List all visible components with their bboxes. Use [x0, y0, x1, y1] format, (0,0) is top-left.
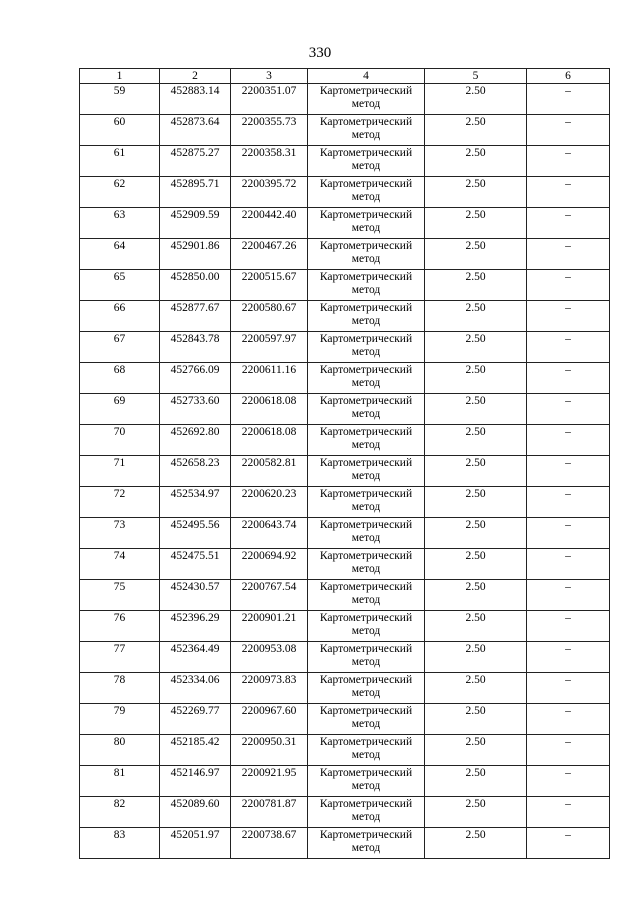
point-number-cell: 76 [80, 611, 160, 642]
method-line-1: Картометрический [319, 767, 413, 779]
method-line-1: Картометрический [319, 550, 413, 562]
column-header-5: 5 [425, 69, 527, 84]
point-number-cell: 78 [80, 673, 160, 704]
accuracy-cell: 2.50 [425, 239, 527, 270]
column-header-4: 4 [308, 69, 425, 84]
method-line-2: метод [351, 594, 381, 606]
x-coordinate-cell: 452185.42 [160, 735, 231, 766]
accuracy-cell: 2.50 [425, 456, 527, 487]
method-cell [308, 425, 425, 456]
method-cell [308, 239, 425, 270]
method-cell [308, 301, 425, 332]
table-row [80, 580, 610, 611]
accuracy-cell: 2.50 [425, 146, 527, 177]
point-number-cell: 65 [80, 270, 160, 301]
method-cell [308, 332, 425, 363]
table-row [80, 208, 610, 239]
method-line-1: Картометрический [319, 364, 413, 376]
method-line-2: метод [351, 408, 381, 420]
method-line-1: Картометрический [319, 457, 413, 469]
x-coordinate-cell: 452146.97 [160, 766, 231, 797]
note-cell: – [527, 84, 610, 115]
y-coordinate-cell: 2200973.83 [231, 673, 308, 704]
point-number-cell: 71 [80, 456, 160, 487]
y-coordinate-cell: 2200611.16 [231, 363, 308, 394]
x-coordinate-cell: 452334.06 [160, 673, 231, 704]
method-line-2: метод [351, 687, 381, 699]
method-line-1: Картометрический [319, 333, 413, 345]
x-coordinate-cell: 452883.14 [160, 84, 231, 115]
note-cell: – [527, 301, 610, 332]
x-coordinate-cell: 452901.86 [160, 239, 231, 270]
point-number-cell: 62 [80, 177, 160, 208]
note-cell: – [527, 704, 610, 735]
method-cell [308, 518, 425, 549]
point-number-cell: 83 [80, 828, 160, 859]
table-row [80, 84, 610, 115]
accuracy-cell: 2.50 [425, 549, 527, 580]
accuracy-cell: 2.50 [425, 487, 527, 518]
table-row [80, 611, 610, 642]
point-number-cell: 70 [80, 425, 160, 456]
note-cell: – [527, 425, 610, 456]
accuracy-cell: 2.50 [425, 673, 527, 704]
method-line-2: метод [351, 439, 381, 451]
method-line-1: Картометрический [319, 116, 413, 128]
method-line-1: Картометрический [319, 395, 413, 407]
x-coordinate-cell: 452766.09 [160, 363, 231, 394]
method-line-1: Картометрический [319, 829, 413, 841]
y-coordinate-cell: 2200781.87 [231, 797, 308, 828]
method-line-2: метод [351, 811, 381, 823]
y-coordinate-cell: 2200395.72 [231, 177, 308, 208]
table-row [80, 456, 610, 487]
method-cell [308, 704, 425, 735]
x-coordinate-cell: 452396.29 [160, 611, 231, 642]
method-line-2: метод [351, 98, 381, 110]
accuracy-cell: 2.50 [425, 611, 527, 642]
x-coordinate-cell: 452430.57 [160, 580, 231, 611]
accuracy-cell: 2.50 [425, 84, 527, 115]
point-number-cell: 67 [80, 332, 160, 363]
method-line-1: Картометрический [319, 271, 413, 283]
note-cell: – [527, 239, 610, 270]
method-cell [308, 735, 425, 766]
column-header-6: 6 [527, 69, 610, 84]
y-coordinate-cell: 2200618.08 [231, 425, 308, 456]
accuracy-cell: 2.50 [425, 270, 527, 301]
note-cell: – [527, 394, 610, 425]
point-number-cell: 63 [80, 208, 160, 239]
table-row [80, 177, 610, 208]
note-cell: – [527, 673, 610, 704]
column-header-2: 2 [160, 69, 231, 84]
method-line-1: Картометрический [319, 147, 413, 159]
accuracy-cell: 2.50 [425, 797, 527, 828]
note-cell: – [527, 487, 610, 518]
point-number-cell: 82 [80, 797, 160, 828]
x-coordinate-cell: 452475.51 [160, 549, 231, 580]
y-coordinate-cell: 2200950.31 [231, 735, 308, 766]
table-row [80, 735, 610, 766]
note-cell: – [527, 580, 610, 611]
column-header-3: 3 [231, 69, 308, 84]
method-cell [308, 611, 425, 642]
method-line-2: метод [351, 377, 381, 389]
note-cell: – [527, 146, 610, 177]
table-row [80, 766, 610, 797]
x-coordinate-cell: 452089.60 [160, 797, 231, 828]
point-number-cell: 60 [80, 115, 160, 146]
method-line-2: метод [351, 315, 381, 327]
y-coordinate-cell: 2200738.67 [231, 828, 308, 859]
method-cell [308, 177, 425, 208]
note-cell: – [527, 766, 610, 797]
method-line-2: метод [351, 129, 381, 141]
method-line-2: метод [351, 656, 381, 668]
x-coordinate-cell: 452534.97 [160, 487, 231, 518]
x-coordinate-cell: 452495.56 [160, 518, 231, 549]
table-row [80, 549, 610, 580]
method-cell [308, 208, 425, 239]
accuracy-cell: 2.50 [425, 580, 527, 611]
point-number-cell: 66 [80, 301, 160, 332]
point-number-cell: 64 [80, 239, 160, 270]
method-cell [308, 115, 425, 146]
x-coordinate-cell: 452875.27 [160, 146, 231, 177]
method-line-2: метод [351, 222, 381, 234]
accuracy-cell: 2.50 [425, 332, 527, 363]
y-coordinate-cell: 2200351.07 [231, 84, 308, 115]
method-line-2: метод [351, 470, 381, 482]
x-coordinate-cell: 452364.49 [160, 642, 231, 673]
y-coordinate-cell: 2200694.92 [231, 549, 308, 580]
accuracy-cell: 2.50 [425, 363, 527, 394]
column-header-1: 1 [80, 69, 160, 84]
method-line-2: метод [351, 625, 381, 637]
x-coordinate-cell: 452895.71 [160, 177, 231, 208]
method-line-2: метод [351, 749, 381, 761]
method-line-1: Картометрический [319, 736, 413, 748]
note-cell: – [527, 177, 610, 208]
accuracy-cell: 2.50 [425, 735, 527, 766]
method-cell [308, 673, 425, 704]
table-row [80, 425, 610, 456]
table-row [80, 301, 610, 332]
y-coordinate-cell: 2200953.08 [231, 642, 308, 673]
accuracy-cell: 2.50 [425, 425, 527, 456]
x-coordinate-cell: 452051.97 [160, 828, 231, 859]
note-cell: – [527, 797, 610, 828]
method-line-2: метод [351, 842, 381, 854]
note-cell: – [527, 363, 610, 394]
note-cell: – [527, 611, 610, 642]
table-row [80, 828, 610, 859]
table-row [80, 704, 610, 735]
y-coordinate-cell: 2200442.40 [231, 208, 308, 239]
x-coordinate-cell: 452733.60 [160, 394, 231, 425]
method-cell [308, 549, 425, 580]
method-cell [308, 487, 425, 518]
method-line-2: метод [351, 563, 381, 575]
method-line-2: метод [351, 284, 381, 296]
table-row [80, 518, 610, 549]
method-line-1: Картометрический [319, 643, 413, 655]
table-row [80, 239, 610, 270]
accuracy-cell: 2.50 [425, 704, 527, 735]
method-line-1: Картометрический [319, 705, 413, 717]
method-line-1: Картометрический [319, 302, 413, 314]
y-coordinate-cell: 2200901.21 [231, 611, 308, 642]
x-coordinate-cell: 452909.59 [160, 208, 231, 239]
method-line-2: метод [351, 160, 381, 172]
y-coordinate-cell: 2200467.26 [231, 239, 308, 270]
y-coordinate-cell: 2200597.97 [231, 332, 308, 363]
method-cell [308, 766, 425, 797]
x-coordinate-cell: 452850.00 [160, 270, 231, 301]
method-line-1: Картометрический [319, 488, 413, 500]
table-row [80, 146, 610, 177]
y-coordinate-cell: 2200582.81 [231, 456, 308, 487]
point-number-cell: 73 [80, 518, 160, 549]
table-row [80, 363, 610, 394]
method-line-1: Картометрический [319, 178, 413, 190]
table-row [80, 332, 610, 363]
y-coordinate-cell: 2200515.67 [231, 270, 308, 301]
point-number-cell: 77 [80, 642, 160, 673]
method-line-2: метод [351, 501, 381, 513]
method-cell [308, 363, 425, 394]
note-cell: – [527, 642, 610, 673]
accuracy-cell: 2.50 [425, 394, 527, 425]
accuracy-cell: 2.50 [425, 208, 527, 239]
point-number-cell: 80 [80, 735, 160, 766]
point-number-cell: 74 [80, 549, 160, 580]
note-cell: – [527, 456, 610, 487]
table-row [80, 487, 610, 518]
table-row [80, 673, 610, 704]
table-row [80, 797, 610, 828]
accuracy-cell: 2.50 [425, 177, 527, 208]
point-number-cell: 59 [80, 84, 160, 115]
point-number-cell: 68 [80, 363, 160, 394]
method-line-1: Картометрический [319, 798, 413, 810]
accuracy-cell: 2.50 [425, 642, 527, 673]
method-cell [308, 270, 425, 301]
method-line-1: Картометрический [319, 519, 413, 531]
table-row [80, 270, 610, 301]
method-line-1: Картометрический [319, 581, 413, 593]
method-line-1: Картометрический [319, 674, 413, 686]
accuracy-cell: 2.50 [425, 518, 527, 549]
method-line-1: Картометрический [319, 85, 413, 97]
x-coordinate-cell: 452843.78 [160, 332, 231, 363]
y-coordinate-cell: 2200643.74 [231, 518, 308, 549]
note-cell: – [527, 208, 610, 239]
note-cell: – [527, 828, 610, 859]
note-cell: – [527, 270, 610, 301]
y-coordinate-cell: 2200967.60 [231, 704, 308, 735]
method-line-2: метод [351, 346, 381, 358]
accuracy-cell: 2.50 [425, 115, 527, 146]
method-cell [308, 580, 425, 611]
y-coordinate-cell: 2200580.67 [231, 301, 308, 332]
method-cell [308, 828, 425, 859]
y-coordinate-cell: 2200358.31 [231, 146, 308, 177]
table-row [80, 394, 610, 425]
x-coordinate-cell: 452692.80 [160, 425, 231, 456]
note-cell: – [527, 549, 610, 580]
method-cell [308, 456, 425, 487]
note-cell: – [527, 735, 610, 766]
y-coordinate-cell: 2200355.73 [231, 115, 308, 146]
method-cell [308, 797, 425, 828]
point-number-cell: 81 [80, 766, 160, 797]
y-coordinate-cell: 2200921.95 [231, 766, 308, 797]
y-coordinate-cell: 2200620.23 [231, 487, 308, 518]
method-cell [308, 146, 425, 177]
method-line-1: Картометрический [319, 612, 413, 624]
method-line-2: метод [351, 191, 381, 203]
method-line-2: метод [351, 780, 381, 792]
point-number-cell: 72 [80, 487, 160, 518]
table-header-row [80, 69, 610, 84]
accuracy-cell: 2.50 [425, 766, 527, 797]
method-cell [308, 642, 425, 673]
method-line-1: Картометрический [319, 209, 413, 221]
note-cell: – [527, 332, 610, 363]
x-coordinate-cell: 452658.23 [160, 456, 231, 487]
method-line-1: Картометрический [319, 426, 413, 438]
table-row [80, 642, 610, 673]
y-coordinate-cell: 2200618.08 [231, 394, 308, 425]
method-line-2: метод [351, 718, 381, 730]
method-line-2: метод [351, 253, 381, 265]
x-coordinate-cell: 452269.77 [160, 704, 231, 735]
point-number-cell: 69 [80, 394, 160, 425]
note-cell: – [527, 518, 610, 549]
point-number-cell: 61 [80, 146, 160, 177]
point-number-cell: 75 [80, 580, 160, 611]
method-cell [308, 84, 425, 115]
accuracy-cell: 2.50 [425, 828, 527, 859]
page-number: 330 [308, 45, 332, 61]
note-cell: – [527, 115, 610, 146]
method-cell [308, 394, 425, 425]
coordinates-table [79, 68, 610, 859]
accuracy-cell: 2.50 [425, 301, 527, 332]
method-line-2: метод [351, 532, 381, 544]
y-coordinate-cell: 2200767.54 [231, 580, 308, 611]
method-line-1: Картометрический [319, 240, 413, 252]
x-coordinate-cell: 452873.64 [160, 115, 231, 146]
point-number-cell: 79 [80, 704, 160, 735]
table-row [80, 115, 610, 146]
x-coordinate-cell: 452877.67 [160, 301, 231, 332]
